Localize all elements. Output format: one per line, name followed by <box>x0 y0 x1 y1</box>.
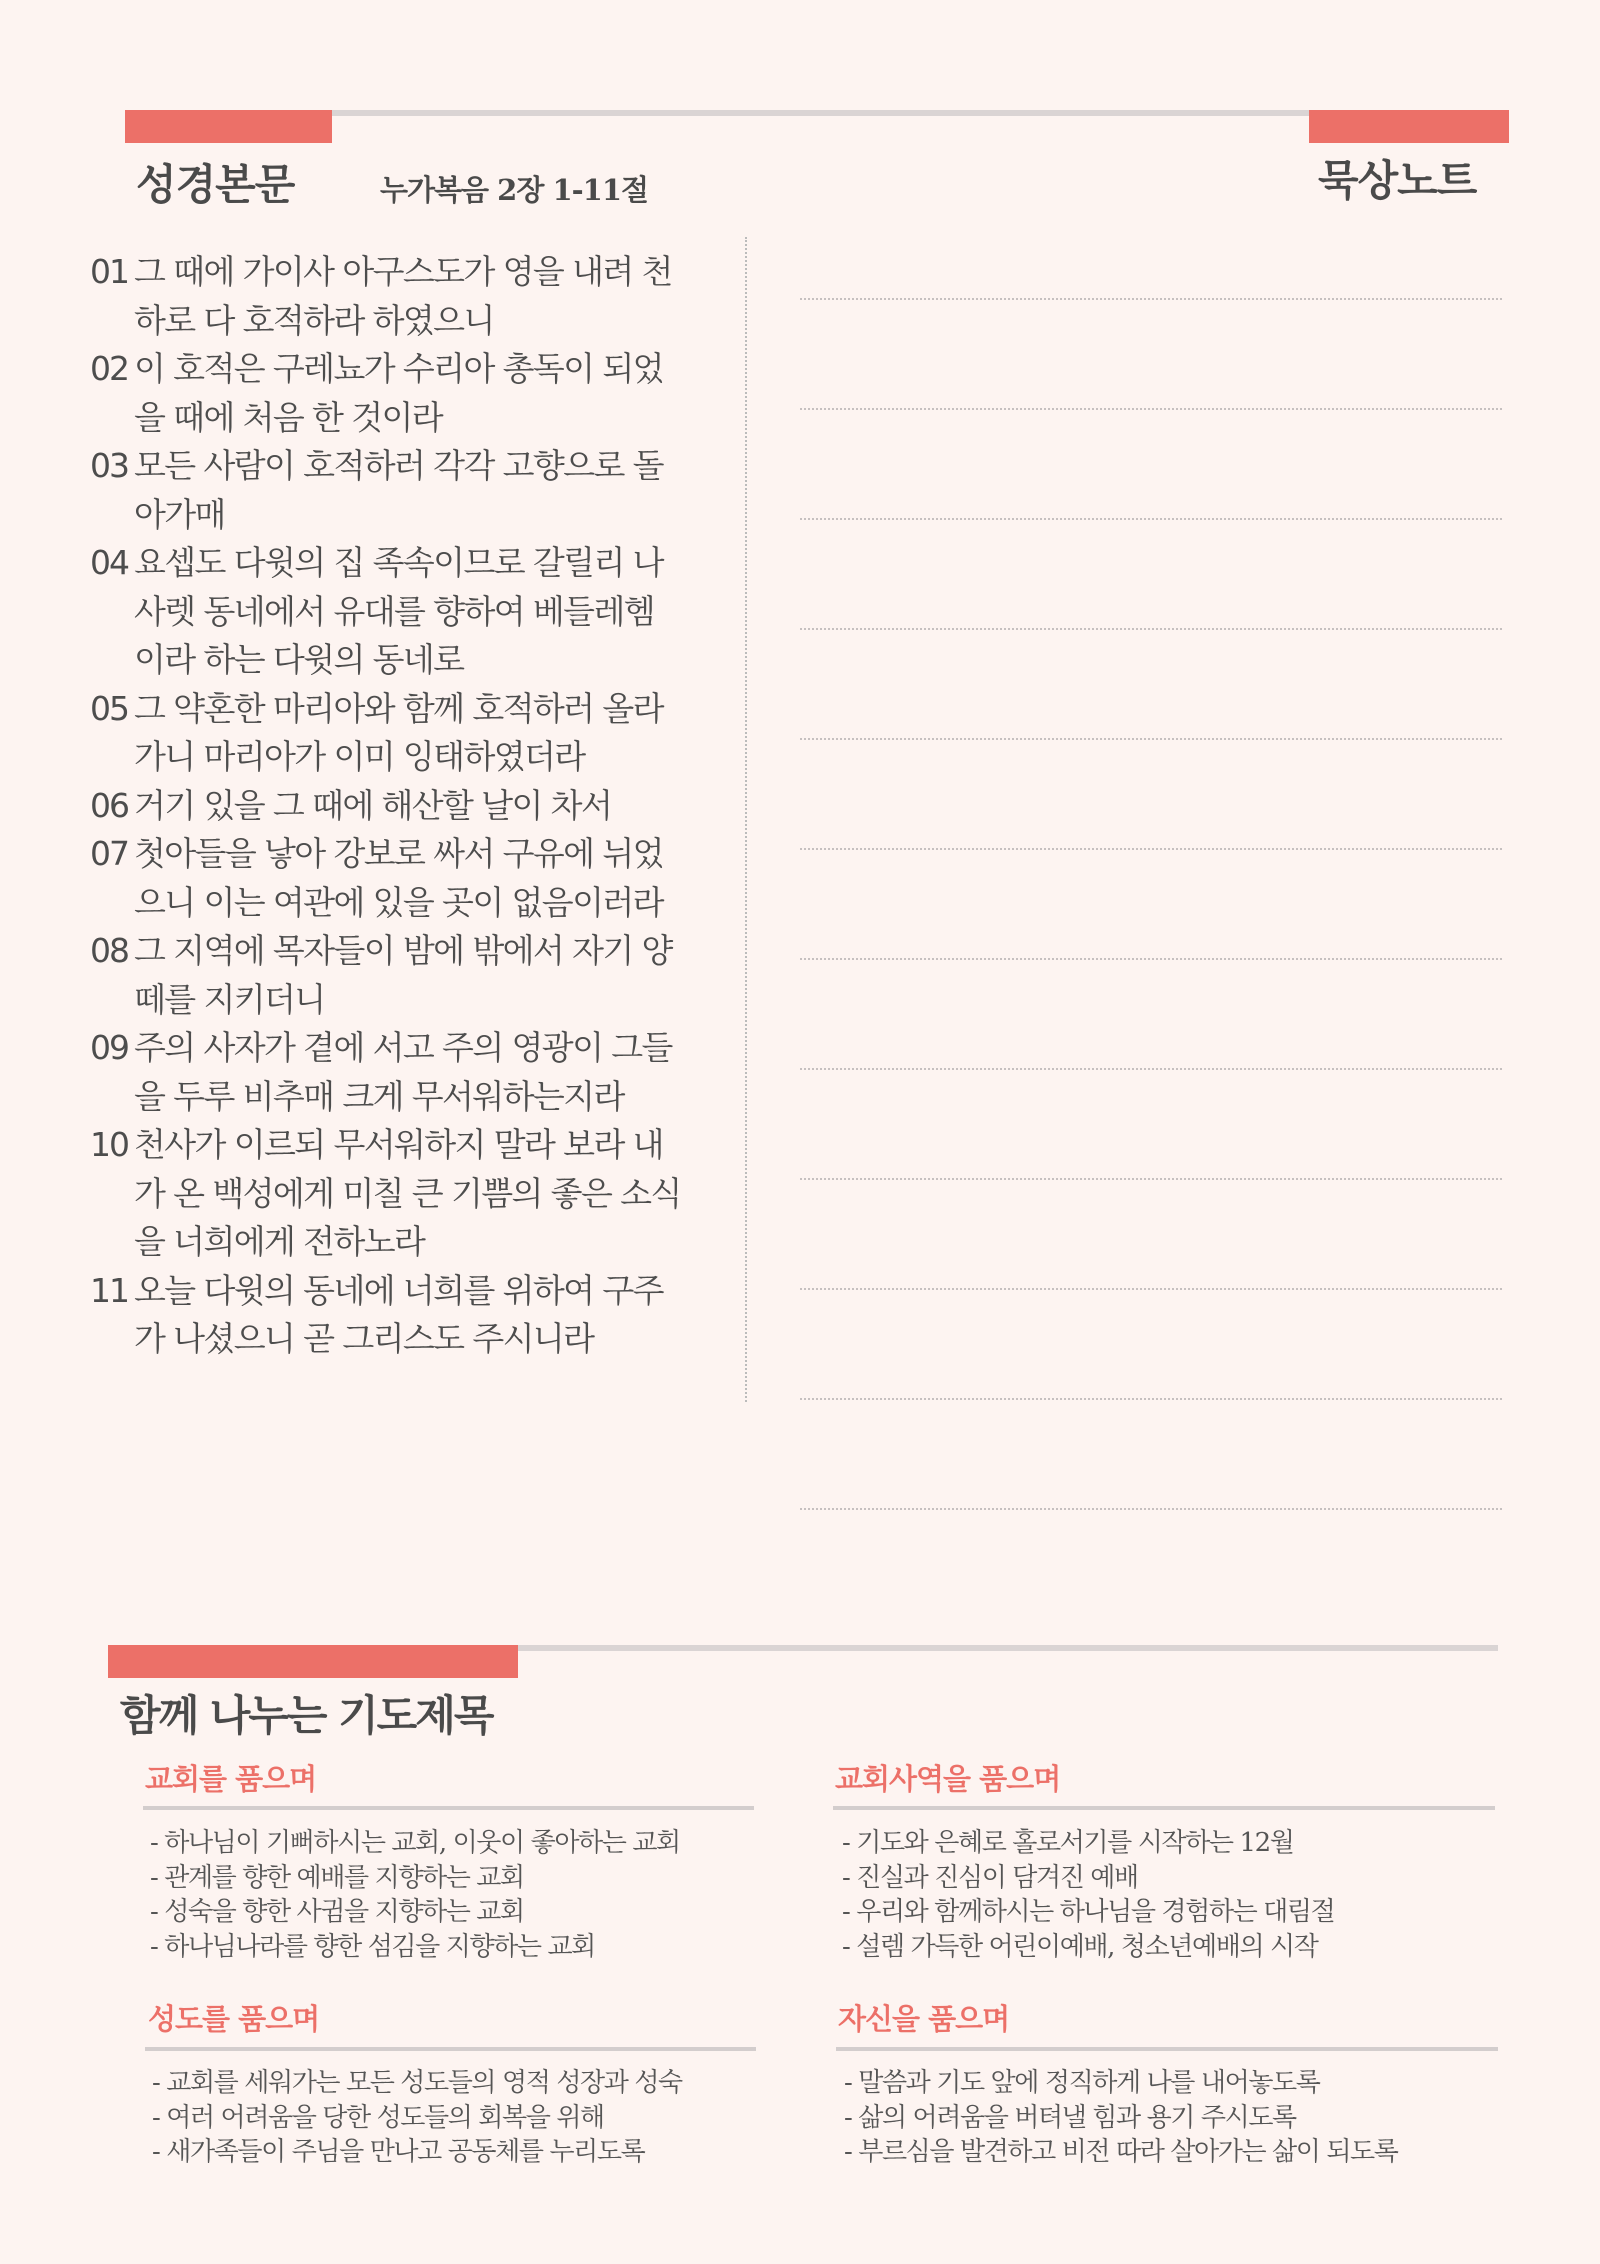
prayer-item: - 우리와 함께하시는 하나님을 경험하는 대림절 <box>842 1897 1335 1927</box>
section-rule <box>836 2047 1498 2051</box>
verse-number: 09 <box>90 1028 128 1067</box>
verse-item <box>90 685 700 782</box>
prayer-item: - 기도와 은혜로 홀로서기를 시작하는 12월 <box>842 1828 1294 1858</box>
verse-text: 요셉도 다윗의 집 족속이므로 갈릴리 나 사렛 동네에서 유대를 향하여 베들레헴 이라 하는 다윗의 동네로 <box>134 543 663 679</box>
verse-text: 그 때에 가이사 아구스도가 영을 내려 천 하로 다 호적하라 하였으니 <box>134 252 672 340</box>
prayer-list <box>150 1826 680 1964</box>
note-line <box>800 298 1502 300</box>
verse-item <box>90 345 700 442</box>
note-line <box>800 1288 1502 1290</box>
prayer-item: - 새가족들이 주님을 만나고 공동체를 누리도록 <box>152 2137 645 2167</box>
section-rule <box>145 2047 756 2051</box>
note-line <box>800 1508 1502 1510</box>
prayer-section-title: 교회를 품으며 <box>145 1762 317 1796</box>
verse-text: 그 지역에 목자들이 밤에 밖에서 자기 양 떼를 지키더니 <box>134 931 672 1019</box>
verse-text: 천사가 이르되 무서워하지 말라 보라 내 가 온 백성에게 미칠 큰 기쁨의 좋은 소식 을 너희에게 전하노라 <box>134 1125 681 1261</box>
column-divider <box>745 237 747 1402</box>
verse-item <box>90 1267 700 1364</box>
prayer-section-title: 교회사역을 품으며 <box>835 1762 1061 1796</box>
verse-item <box>90 1024 700 1121</box>
verse-item <box>90 927 700 1024</box>
verse-text: 첫아들을 낳아 강보로 싸서 구유에 뉘었 으니 이는 여관에 있을 곳이 없음이러라 <box>134 834 663 922</box>
verse-item <box>90 539 700 685</box>
verse-item <box>90 1121 700 1267</box>
verse-number: 03 <box>90 446 128 485</box>
scripture-accent-tab <box>125 110 332 143</box>
verse-text: 거기 있을 그 때에 해산할 날이 차서 <box>134 785 612 825</box>
prayer-item: - 하나님이 기뻐하시는 교회, 이웃이 좋아하는 교회 <box>150 1828 680 1858</box>
prayer-accent-tab <box>108 1645 518 1678</box>
verse-number: 01 <box>90 252 128 291</box>
verse-number: 11 <box>90 1270 128 1310</box>
verse-text: 오늘 다윗의 동네에 너희를 위하여 구주 가 나셨으니 곧 그리스도 주시니라 <box>134 1270 663 1358</box>
prayer-section-title: 자신을 품으며 <box>838 2002 1010 2036</box>
verse-item <box>90 442 700 539</box>
verse-list <box>90 248 700 1364</box>
notes-accent-tab <box>1309 110 1509 143</box>
note-line <box>800 408 1502 410</box>
notes-title: 묵상노트 <box>1318 156 1477 205</box>
prayer-item: - 교회를 세워가는 모든 성도들의 영적 성장과 성숙 <box>152 2068 682 2098</box>
verse-text: 주의 사자가 곁에 서고 주의 영광이 그들 을 두루 비추매 크게 무서워하는지라 <box>134 1028 672 1116</box>
prayer-list <box>844 2066 1397 2170</box>
prayer-list <box>842 1826 1334 1964</box>
prayer-item: - 부르심을 발견하고 비전 따라 살아가는 삶이 되도록 <box>844 2137 1398 2167</box>
verse-number: 10 <box>90 1125 128 1164</box>
verse-item <box>90 830 700 927</box>
prayer-item: - 삶의 어려움을 버텨낼 힘과 용기 주시도록 <box>844 2102 1296 2133</box>
prayer-item: - 말씀과 기도 앞에 정직하게 나를 내어놓도록 <box>844 2068 1320 2098</box>
verse-text: 그 약혼한 마리아와 함께 호적하러 올라 가니 마리아가 이미 잉태하였더라 <box>134 688 663 776</box>
note-line <box>800 1178 1502 1180</box>
verse-number: 07 <box>90 834 128 873</box>
prayer-title: 함께 나누는 기도제목 <box>120 1691 493 1740</box>
verse-number: 04 <box>90 543 128 582</box>
note-line <box>800 958 1502 960</box>
verse-number: 06 <box>90 785 128 825</box>
prayer-item: - 여러 어려움을 당한 성도들의 회복을 위해 <box>152 2102 604 2133</box>
header-rule <box>125 110 1505 116</box>
prayer-item: - 진실과 진심이 담겨진 예배 <box>842 1862 1138 1893</box>
note-line <box>800 1068 1502 1070</box>
note-line <box>800 518 1502 520</box>
note-line <box>800 1398 1502 1400</box>
scripture-reference: 누가복음 2장 1-11절 <box>380 173 649 207</box>
verse-item <box>90 782 700 831</box>
verse-text: 이 호적은 구레뇨가 수리아 총독이 되었 을 때에 처음 한 것이라 <box>134 349 663 437</box>
note-line <box>800 848 1502 850</box>
note-line <box>800 628 1502 630</box>
prayer-item: - 설렘 가득한 어린이예배, 청소년예배의 시작 <box>842 1931 1318 1962</box>
verse-item <box>90 248 700 345</box>
prayer-list <box>152 2066 682 2170</box>
prayer-item: - 하나님나라를 향한 섬김을 지향하는 교회 <box>150 1931 595 1962</box>
section-rule <box>143 1806 754 1810</box>
verse-number: 02 <box>90 349 128 388</box>
verse-number: 08 <box>90 931 128 970</box>
prayer-item: - 성숙을 향한 사귐을 지향하는 교회 <box>150 1897 524 1927</box>
prayer-item: - 관계를 향한 예배를 지향하는 교회 <box>150 1862 524 1893</box>
prayer-section-title: 성도를 품으며 <box>148 2002 320 2036</box>
verse-number: 05 <box>90 688 128 728</box>
verse-text: 모든 사람이 호적하러 각각 고향으로 돌 아가매 <box>134 446 663 534</box>
scripture-title: 성경본문 <box>136 160 295 209</box>
note-line <box>800 738 1502 740</box>
section-rule <box>833 1806 1495 1810</box>
